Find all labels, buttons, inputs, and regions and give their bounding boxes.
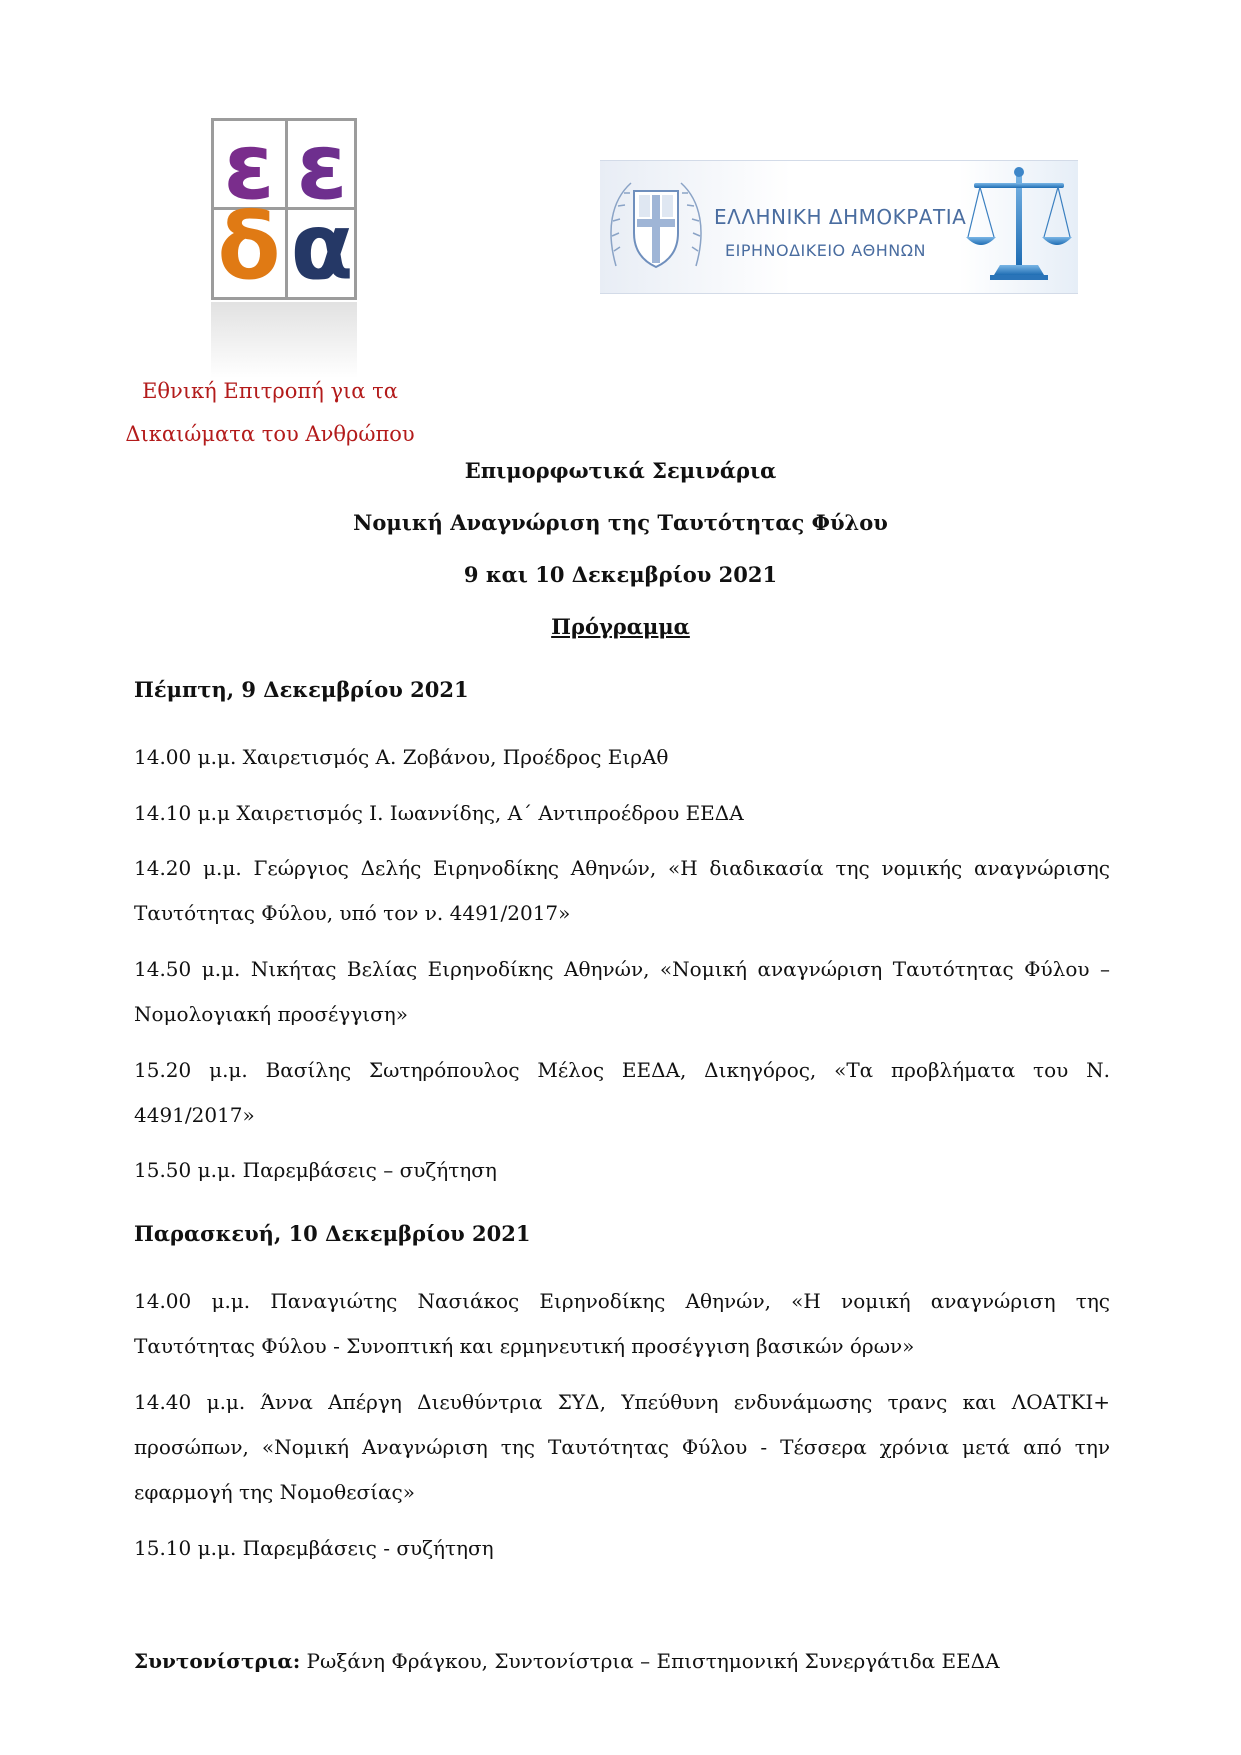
- logo-letter-epsilon-1: ε: [223, 113, 275, 220]
- logo-letter-alpha: α: [290, 193, 354, 300]
- eeda-logo-grid: [211, 113, 357, 300]
- document-subtitle: Νομική Αναγνώριση της Ταυτότητας Φύλου: [353, 510, 888, 535]
- court-logo-banner: [600, 160, 1078, 294]
- day1-item-4: 14.50 μ.μ. Νικήτας Βελίας Ειρηνοδίκης Αθηνών, «Νομική αναγνώριση Ταυτότητας Φύλου – Νομολογιακή προσέγγιση»: [134, 957, 1110, 1026]
- organization-name: [60, 370, 480, 456]
- document-dates: 9 και 10 Δεκεμβρίου 2021: [463, 562, 778, 587]
- day1-item-5: 15.20 μ.μ. Βασίλης Σωτηρόπουλος Μέλος ΕΕΔΑ, Δικηγόρος, «Τα προβλήματα του Ν. 4491/2017»: [134, 1058, 1110, 1127]
- day2-item-2: 14.40 μ.μ. Άννα Απέργη Διευθύντρια ΣΥΔ, Υπεύθυνη ενδυνάμωσης τρανς και ΛΟΑΤΚΙ+ προσώπων, «Νομική Αναγνώριση της Ταυτότητας Φύλου - Τέσσερα χρόνια μετά από την εφαρμογή της Νομοθεσίας»: [134, 1390, 1110, 1504]
- court-title: ΕΛΛΗΝΙΚΗ ΔΗΜΟΚΡΑΤΙΑ: [714, 205, 967, 229]
- greek-crest-icon: [606, 171, 706, 281]
- day2-item-1: 14.00 μ.μ. Παναγιώτης Νασιάκος Ειρηνοδίκης Αθηνών, «Η νομική αναγνώριση της Ταυτότητας Φύλου - Συνοπτική και ερμηνευτική προσέγγιση βασικών όρων»: [134, 1289, 1110, 1358]
- logo-letter-epsilon-2: ε: [296, 113, 348, 220]
- day2-heading: Παρασκευή, 10 Δεκεμβρίου 2021: [134, 1221, 531, 1246]
- document-title: Επιμορφωτικά Σεμινάρια: [464, 458, 777, 483]
- coordinator-text: Ρωξάνη Φράγκου, Συντονίστρια – Επιστημονική Συνεργάτιδα ΕΕΔΑ: [300, 1649, 1000, 1673]
- day1-item-2: 14.10 μ.μ Χαιρετισμός Ι. Ιωαννίδης, Α΄ Αντιπροέδρου ΕΕΔΑ: [134, 801, 744, 825]
- scales-of-justice-icon: [964, 163, 1074, 291]
- day1-heading: Πέμπτη, 9 Δεκεμβρίου 2021: [134, 677, 469, 702]
- programme-heading-wrap: [0, 614, 1241, 639]
- court-subtitle: ΕΙΡΗΝΟΔΙΚΕΙΟ ΑΘΗΝΩΝ: [725, 241, 926, 260]
- logo-letter-delta: δ: [217, 193, 281, 300]
- day1-item-3: 14.20 μ.μ. Γεώργιος Δελής Ειρηνοδίκης Αθηνών, «Η διαδικασία της νομικής αναγνώρισης Ταυτότητας Φύλου, υπό τον ν. 4491/2017»: [134, 856, 1110, 925]
- organization-name-line2: Δικαιώματα του Ανθρώπου: [125, 422, 415, 446]
- programme-heading: Πρόγραμμα: [551, 614, 690, 639]
- coordinator-line: [134, 1649, 1000, 1673]
- eeda-logo: [211, 113, 357, 378]
- logo-reflection: [211, 302, 357, 378]
- coordinator-label: Συντονίστρια:: [134, 1649, 301, 1673]
- day2-item-3: 15.10 μ.μ. Παρεμβάσεις - συζήτηση: [134, 1536, 494, 1560]
- organization-name-line1: Εθνική Επιτροπή για τα: [142, 379, 398, 403]
- day1-item-6: 15.50 μ.μ. Παρεμβάσεις – συζήτηση: [134, 1158, 497, 1182]
- day1-item-1: 14.00 μ.μ. Χαιρετισμός Α. Ζοβάνου, Προέδρος ΕιρΑθ: [134, 745, 669, 769]
